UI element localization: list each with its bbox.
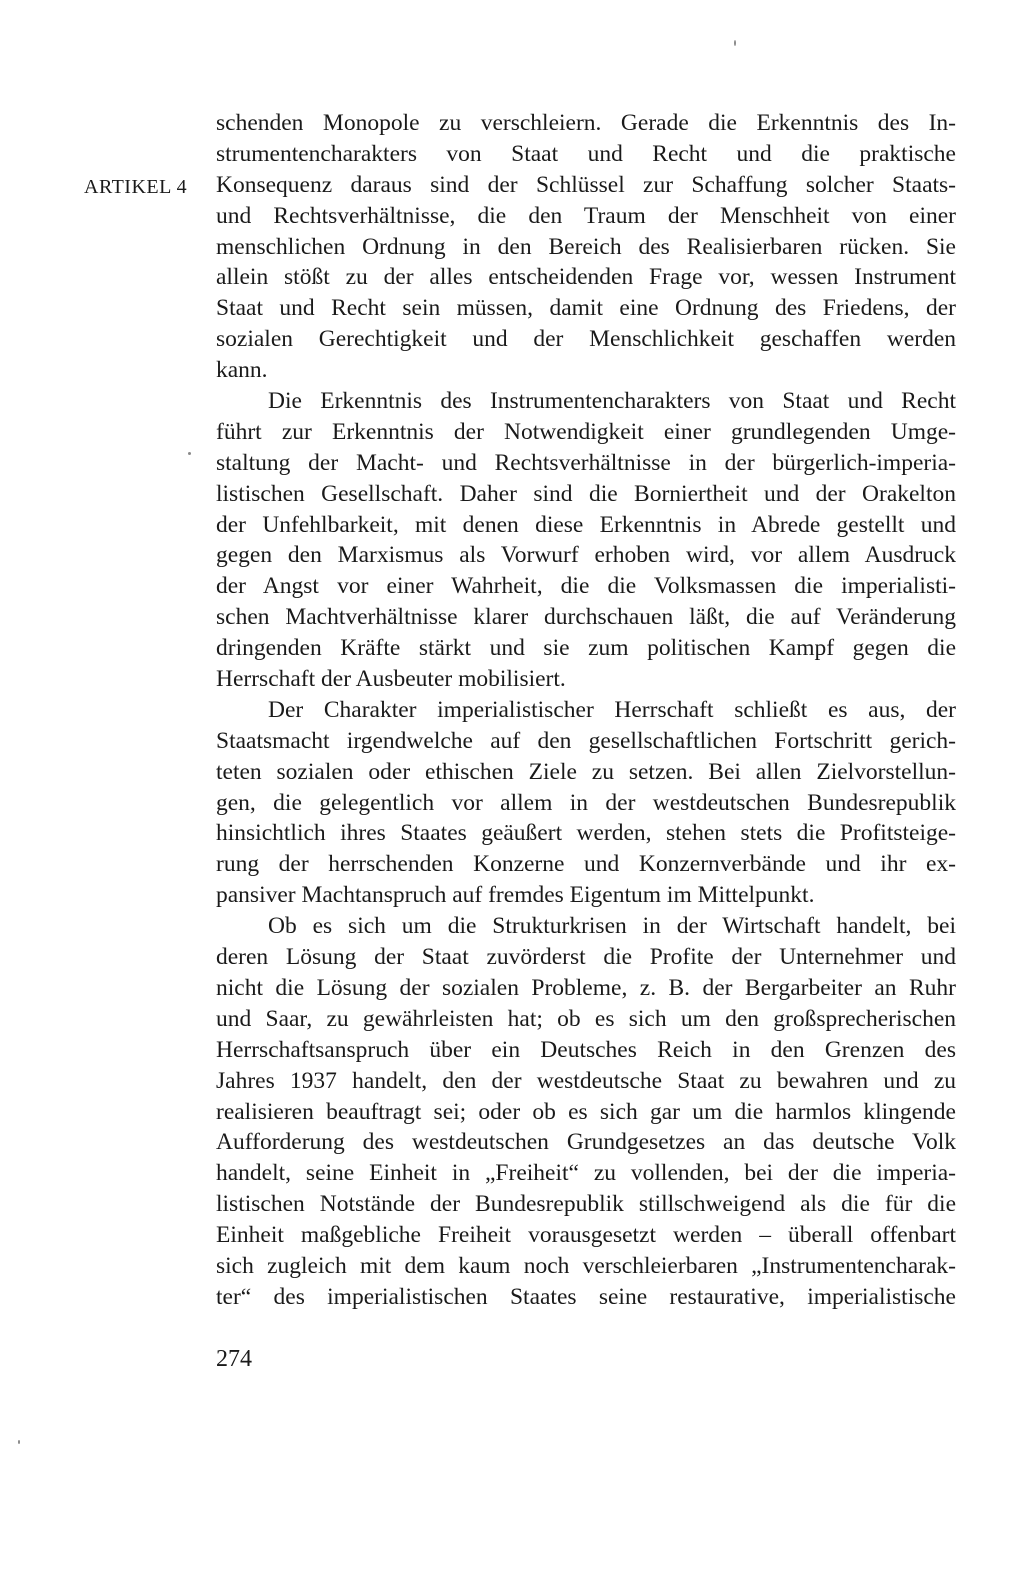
text-line: listischen Gesellschaft. Daher sind die Borniertheit und der Orakelton xyxy=(216,480,956,507)
text-line: strumentencharakters von Staat und Recht und die praktische xyxy=(216,140,956,167)
paragraph-first-line: Die Erkenntnis des Instrumentencharakters von Staat und Recht xyxy=(268,388,956,415)
text-line: staltung der Macht- und Rechtsverhältnisse in der bürgerlich-imperia- xyxy=(216,449,956,476)
text-line: realisieren beauftragt sei; oder ob es sich gar um die harmlos klingende xyxy=(216,1098,956,1125)
text-line: hinsichtlich ihres Staates geäußert werden, stehen stets die Profitsteige- xyxy=(216,820,956,847)
text-line: sich zugleich mit dem kaum noch verschleierbaren „Instrumentencharak- xyxy=(216,1252,956,1279)
text-line: und Rechtsverhältnisse, die den Traum der Menschheit von einer xyxy=(216,202,956,229)
text-line: sozialen Gerechtigkeit und der Menschlichkeit geschaffen werden xyxy=(216,326,956,353)
text-line: Staatsmacht irgendwelche auf den gesellschaftlichen Fortschritt gerich- xyxy=(216,727,956,754)
paragraph-first-line: Der Charakter imperialistischer Herrschaft schließt es aus, der xyxy=(268,696,956,723)
paragraph-first-line: Ob es sich um die Strukturkrisen in der Wirtschaft handelt, bei xyxy=(268,913,956,940)
text-line: ter“ des imperialistischen Staates seine restaurative, imperialistische xyxy=(216,1283,956,1310)
text-line: Staat und Recht sein müssen, damit eine Ordnung des Friedens, der xyxy=(216,295,956,322)
text-line: nicht die Lösung der sozialen Probleme, z. B. der Bergarbeiter an Ruhr xyxy=(216,974,956,1001)
margin-note-article: ARTIKEL 4 xyxy=(84,176,188,198)
text-line: schenden Monopole zu verschleiern. Gerade die Erkenntnis des In- xyxy=(216,110,956,136)
text-line: Einheit maßgebliche Freiheit vorausgesetzt werden – überall offenbart xyxy=(216,1222,956,1249)
page-number: 274 xyxy=(216,1346,252,1372)
text-line: Herrschaftsanspruch über ein Deutsches Reich in den Grenzen des xyxy=(216,1036,956,1063)
paragraph-end-line: pansiver Machtanspruch auf fremdes Eigentum im Mittelpunkt. xyxy=(216,882,815,909)
text-line: handelt, seine Einheit in „Freiheit“ zu vollenden, bei der die imperia- xyxy=(216,1160,956,1187)
text-line: und Saar, zu gewährleisten hat; ob es sich um den großsprecherischen xyxy=(216,1005,956,1032)
text-line: schen Machtverhältnisse klarer durchschauen läßt, die auf Veränderung xyxy=(216,604,956,631)
text-line: gegen den Marxismus als Vorwurf erhoben wird, vor allem Ausdruck xyxy=(216,542,956,569)
text-line: führt zur Erkenntnis der Notwendigkeit einer grundlegenden Umge- xyxy=(216,418,956,445)
text-line: teten sozialen oder ethischen Ziele zu setzen. Bei allen Zielvorstellun- xyxy=(216,758,956,785)
scan-speck xyxy=(18,1440,20,1444)
text-line: listischen Notstände der Bundesrepublik stillschweigend als die für die xyxy=(216,1191,956,1218)
text-line: deren Lösung der Staat zuvörderst die Profite der Unternehmer und xyxy=(216,944,956,971)
text-line: allein stößt zu der alles entscheidenden Frage vor, wessen Instrument xyxy=(216,264,956,291)
text-line: dringenden Kräfte stärkt und sie zum politischen Kampf gegen die xyxy=(216,635,956,662)
body-text xyxy=(216,108,956,1313)
paragraph-end-line: Herrschaft der Ausbeuter mobilisiert. xyxy=(216,666,566,693)
text-line: menschlichen Ordnung in den Bereich des Realisierbaren rücken. Sie xyxy=(216,233,956,260)
scan-speck xyxy=(734,40,736,46)
text-line: Jahres 1937 handelt, den der westdeutsche Staat zu bewahren und zu xyxy=(216,1067,956,1094)
paragraph-end-line: kann. xyxy=(216,357,268,384)
text-line: Konsequenz daraus sind der Schlüssel zur Schaffung solcher Staats- xyxy=(216,171,956,198)
text-line: der Angst vor einer Wahrheit, die die Volksmassen die imperialisti- xyxy=(216,573,956,600)
scan-speck xyxy=(188,452,191,455)
text-line: der Unfehlbarkeit, mit denen diese Erkenntnis in Abrede gestellt und xyxy=(216,511,956,538)
text-line: rung der herrschenden Konzerne und Konzernverbände und ihr ex- xyxy=(216,851,956,878)
text-line: gen, die gelegentlich vor allem in der westdeutschen Bundesrepublik xyxy=(216,789,956,816)
text-line: Aufforderung des westdeutschen Grundgesetzes an das deutsche Volk xyxy=(216,1129,956,1156)
